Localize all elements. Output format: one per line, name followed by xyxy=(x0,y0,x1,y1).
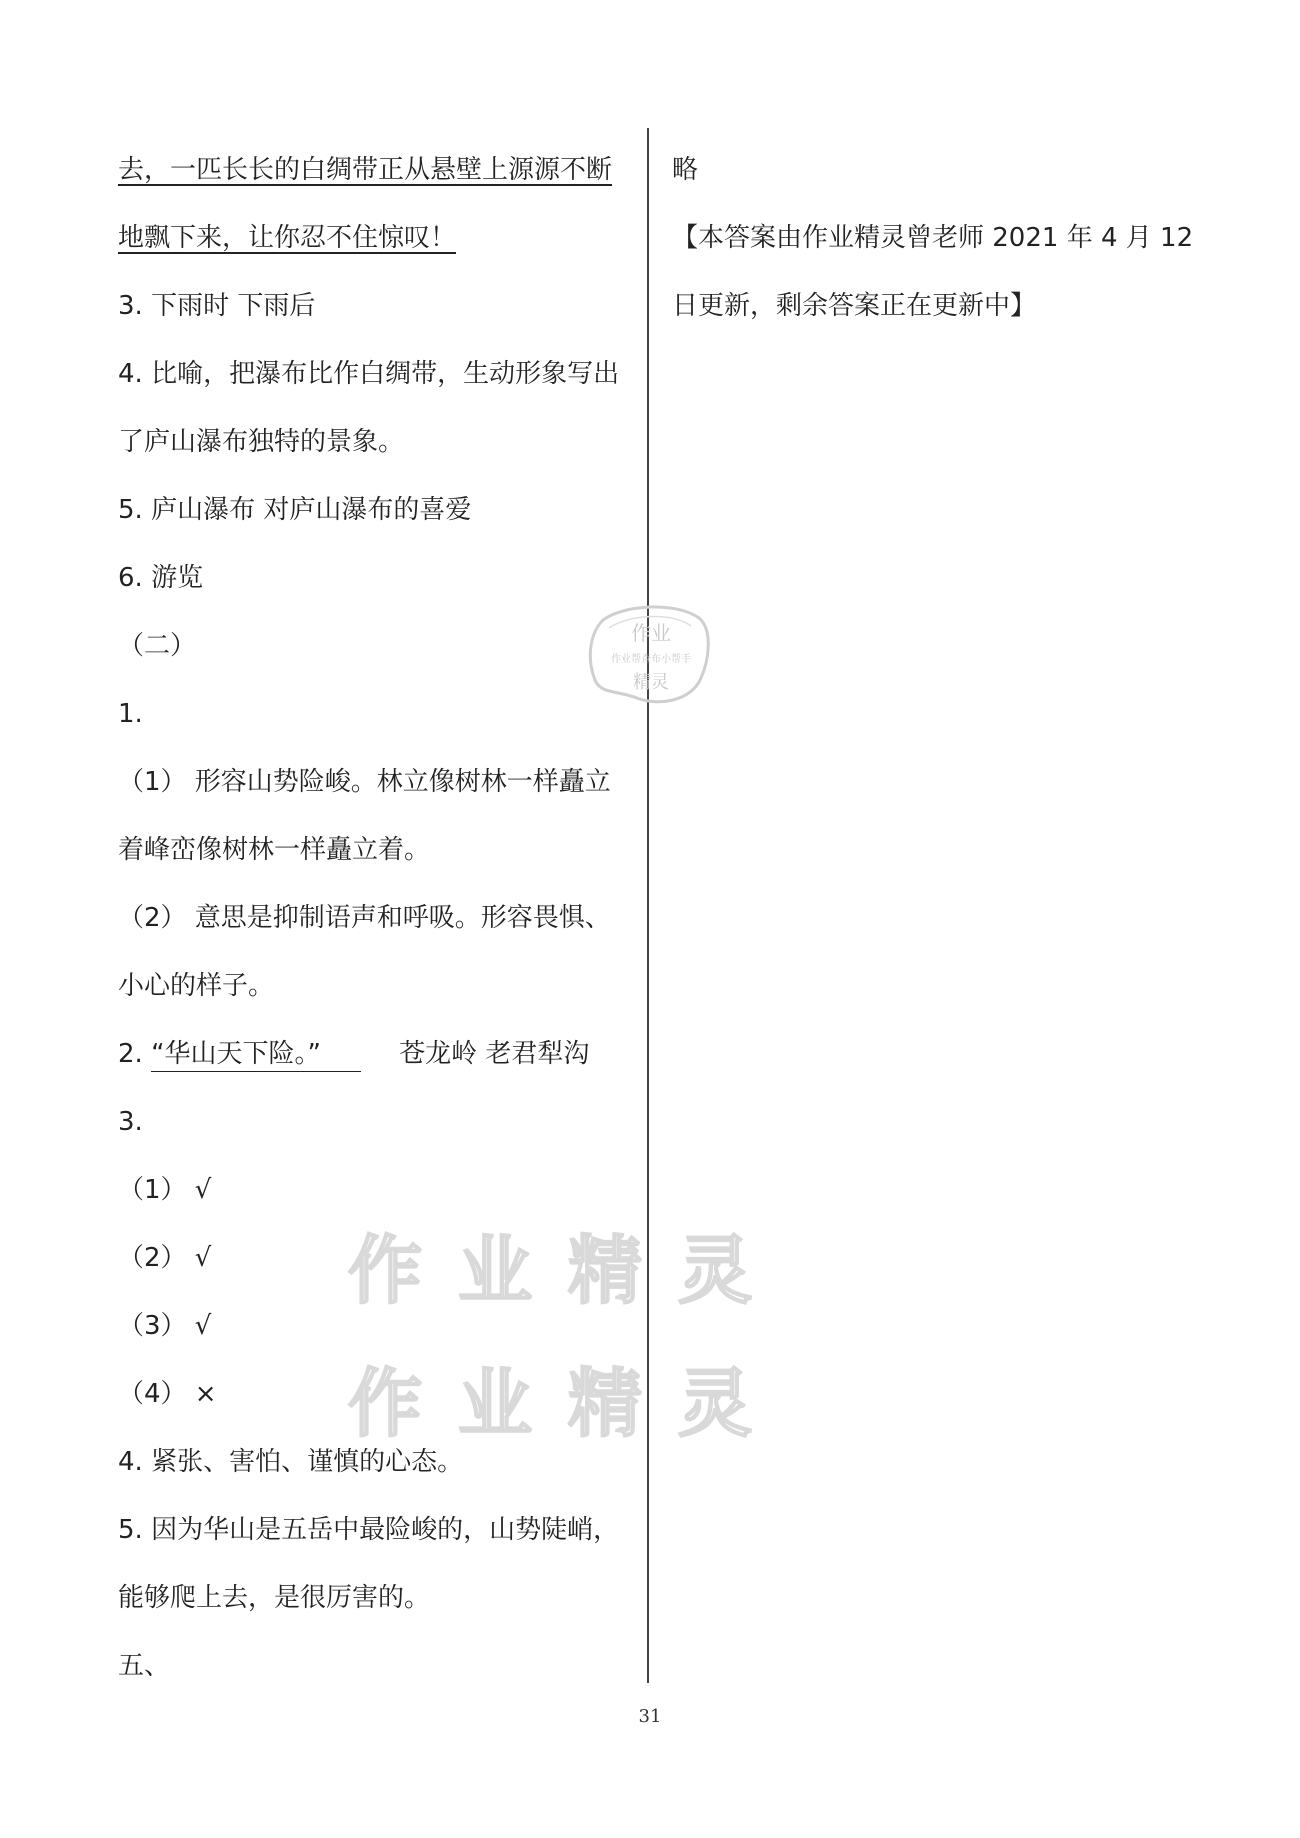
answer-line: 地飘下来，让你忍不住惊叹！ xyxy=(118,223,457,253)
answer-line: 6. 游览 xyxy=(118,563,204,593)
answer-line: 小心的样子。 xyxy=(118,971,275,1001)
answer-line: 略 xyxy=(672,155,699,185)
answer-line-q2 xyxy=(118,1037,589,1072)
q2-prefix: 2. xyxy=(118,1039,152,1069)
q2-blank-answer: “华山天下险。” xyxy=(151,1039,361,1072)
watermark-text: 作业精灵 xyxy=(348,1228,788,1314)
update-note: 【本答案由作业精灵曾老师 2021 年 4 月 12 xyxy=(672,223,1194,253)
page-number: 31 xyxy=(638,1706,662,1727)
answer-line: 4. 紧张、害怕、谨慎的心态。 xyxy=(118,1447,464,1477)
answer-line: （1） √ xyxy=(118,1175,212,1205)
answer-line: （3） √ xyxy=(118,1311,212,1341)
answer-line: （4） × xyxy=(118,1379,217,1409)
q2-rest: 苍龙岭 老君犁沟 xyxy=(399,1039,590,1069)
answer-line: （2） 意思是抑制语声和呼吸。形容畏惧、 xyxy=(118,903,611,933)
answer-line: 4. 比喻，把瀑布比作白绸带，生动形象写出 xyxy=(118,359,620,389)
answer-line: （2） √ xyxy=(118,1243,212,1273)
section-heading: （二） xyxy=(118,631,197,661)
update-note: 日更新，剩余答案正在更新中】 xyxy=(672,291,1037,321)
section-heading: 五、 xyxy=(118,1651,171,1681)
answer-line: 着峰峦像树林一样矗立着。 xyxy=(118,835,431,865)
watermark-stamp-icon xyxy=(585,598,715,710)
answer-line: 1. xyxy=(118,699,143,729)
stamp-text-middle: 作业帮查布小帮手 xyxy=(611,654,691,665)
answer-line: 能够爬上去，是很厉害的。 xyxy=(118,1583,431,1613)
watermark-text: 作业精灵 xyxy=(348,1361,788,1447)
stamp-text-top: 作业 xyxy=(631,621,671,645)
answer-line: 3. 下雨时 下雨后 xyxy=(118,291,316,321)
answer-line: 了庐山瀑布独特的景象。 xyxy=(118,427,405,457)
answer-line: 5. 庐山瀑布 对庐山瀑布的喜爱 xyxy=(118,495,472,525)
answer-line: 去，一匹长长的白绸带正从悬壁上源源不断 xyxy=(118,155,613,185)
stamp-text-bottom: 精灵 xyxy=(633,672,669,693)
answer-line: 5. 因为华山是五岳中最险峻的，山势陡峭， xyxy=(118,1515,620,1545)
answer-line: （1） 形容山势险峻。林立像树林一样矗立 xyxy=(118,767,611,797)
answer-line: 3. xyxy=(118,1107,143,1137)
